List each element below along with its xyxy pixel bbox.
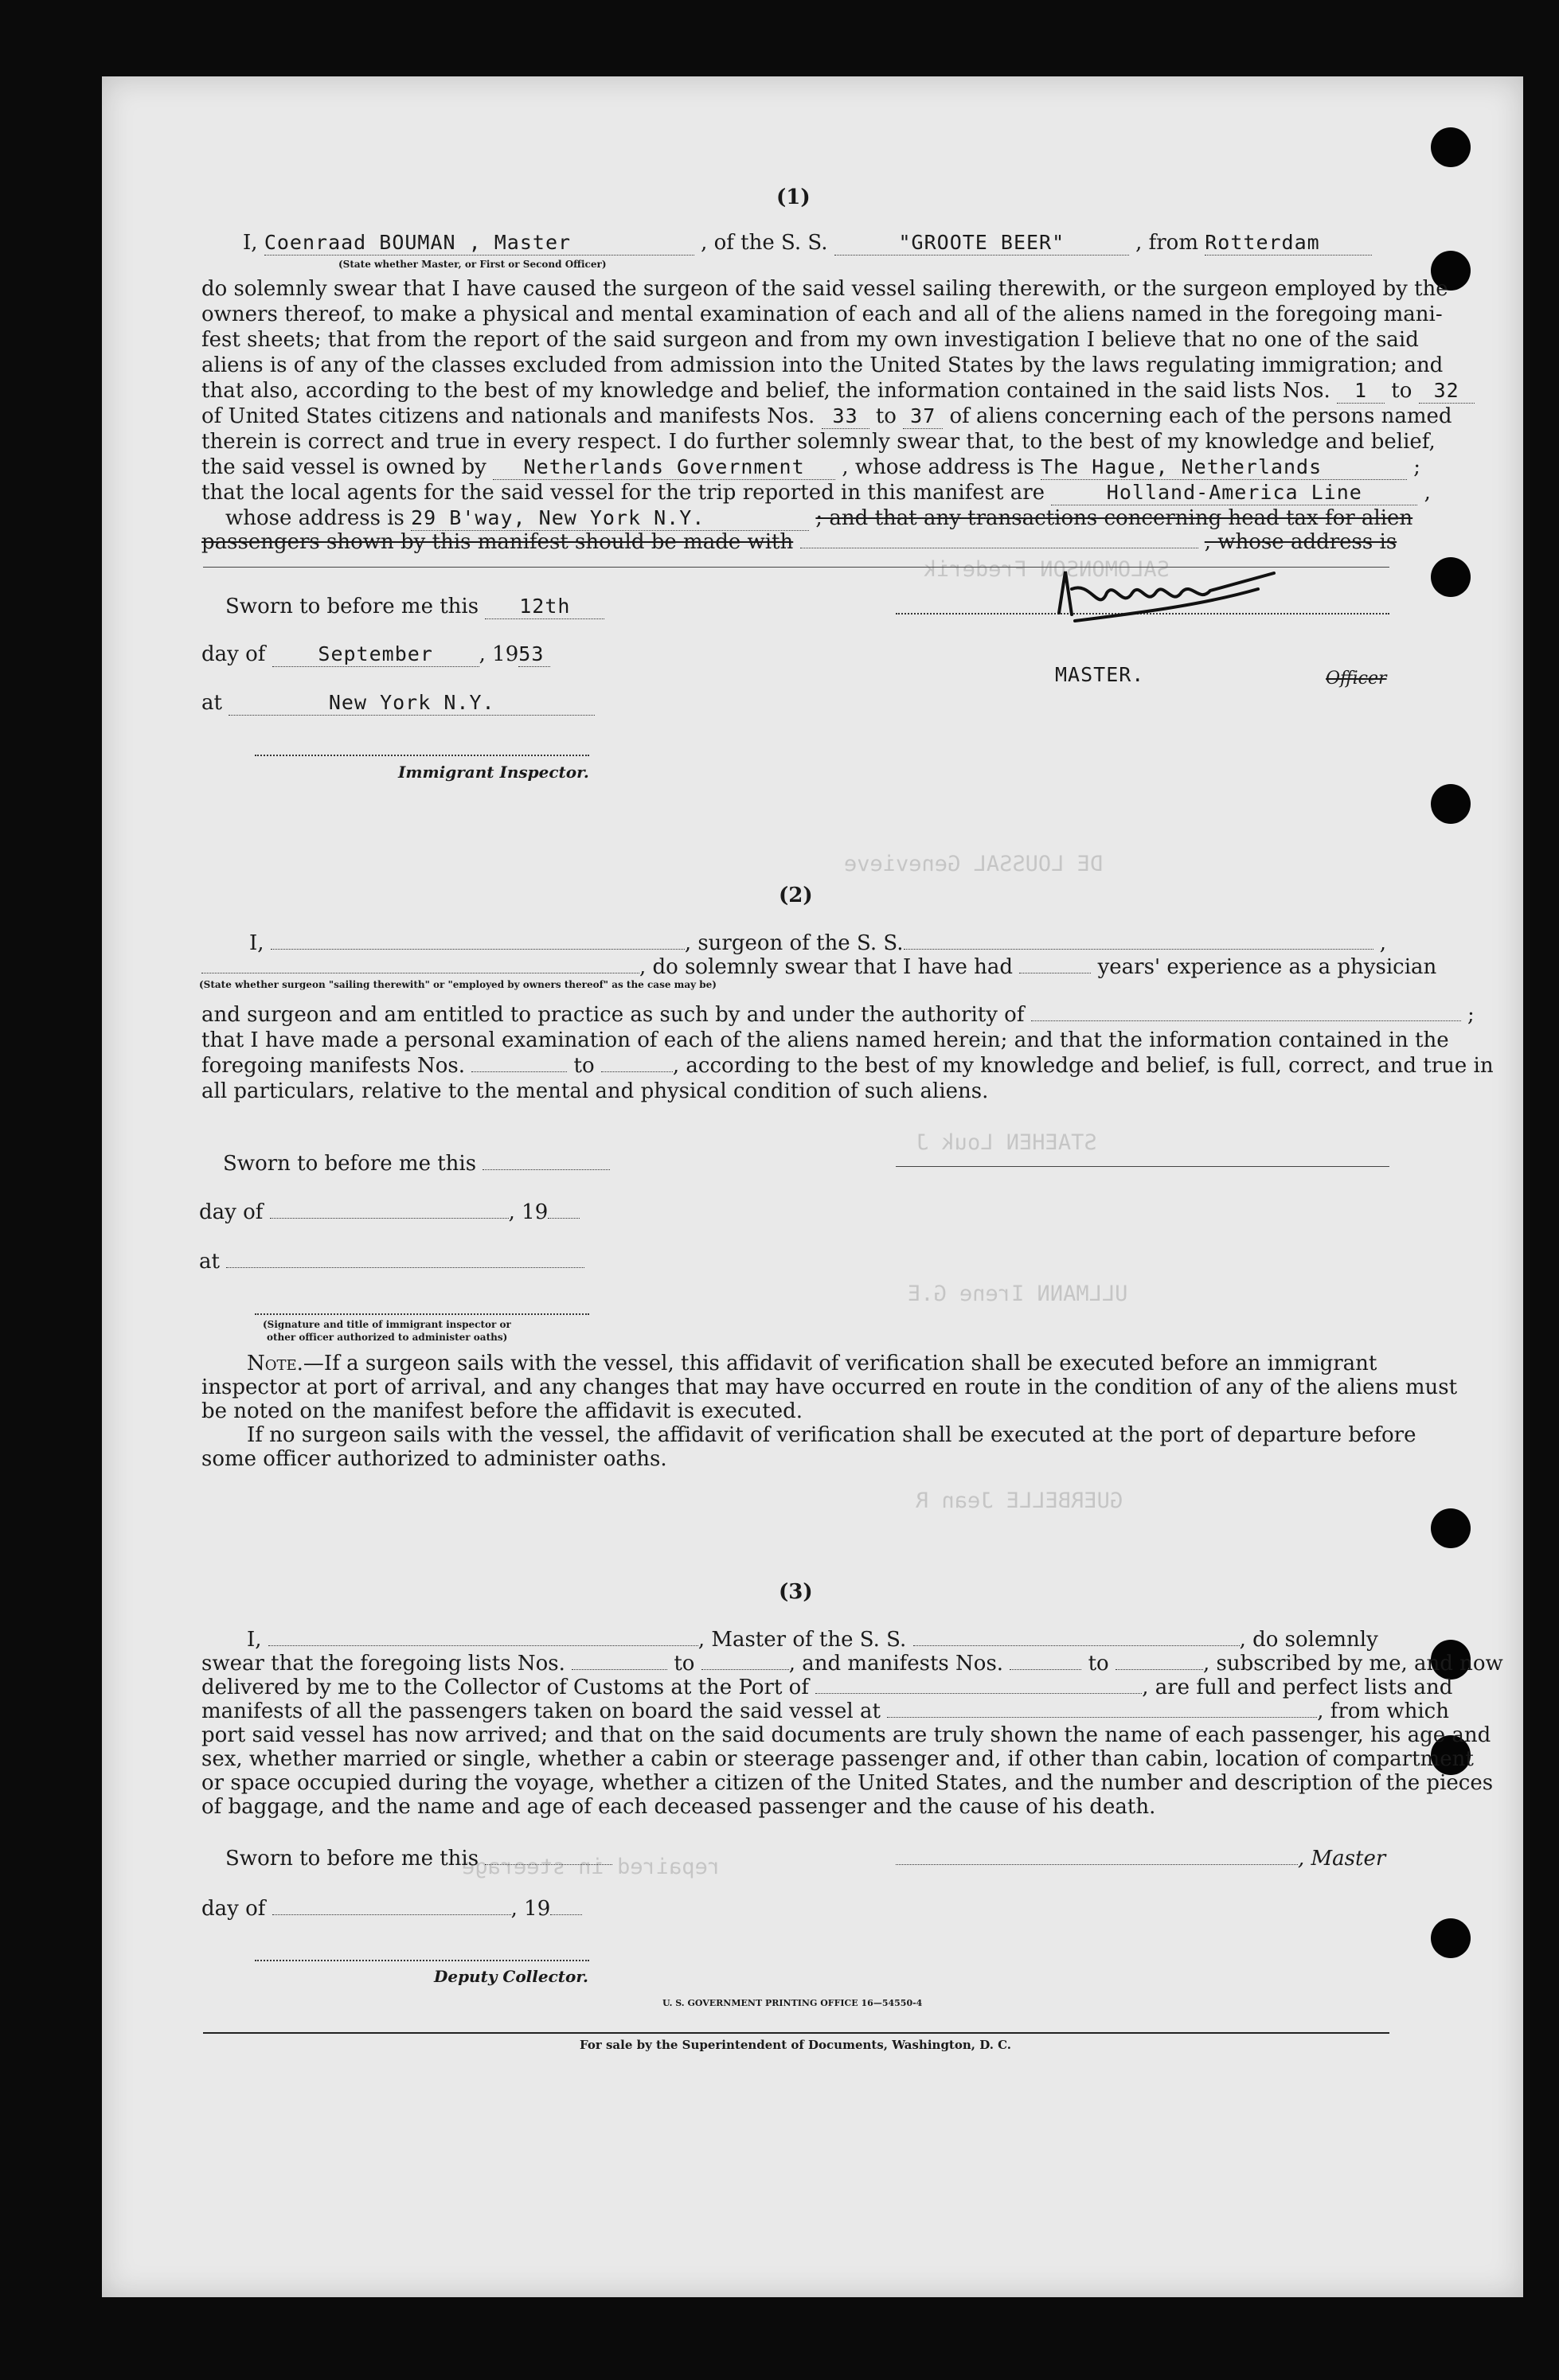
oath-line-lists: that also, according to the best of my knowledge and belief, the information contained in the said lists Nos. 1 to 32	[201, 379, 1475, 404]
surgeon-sworn-at-line: at	[199, 1250, 584, 1274]
note-line-1: Note.—If a surgeon sails with the vessel, this affidavit of verification shall be executed before an immigrant	[247, 1352, 1377, 1375]
punch-hole	[1431, 557, 1471, 597]
section-1-number: (1)	[776, 185, 811, 209]
surgeon-signature-line	[896, 1166, 1389, 1167]
note-line-2: inspector at port of arrival, and any changes that may have occurred en route in the condition of any of the aliens must	[201, 1375, 1458, 1399]
oath-line-agents-address: whose address is 29 B'way, New York N.Y. ; and that any transactions concerning head tax for alien	[225, 506, 1413, 530]
i-label: I,	[243, 231, 258, 255]
sworn-place: New York N.Y.	[229, 691, 595, 716]
bleed-through-text: DE LOUSSAL Genevieve	[844, 852, 1104, 876]
port-from: Rotterdam	[1205, 231, 1372, 256]
bleed-through-text: SALOMONSON Frederik	[924, 557, 1170, 582]
officer-struck: Officer	[1326, 669, 1387, 689]
master-signature	[1043, 557, 1282, 629]
bleed-through-text: ULLMANN Irene G.E	[908, 1282, 1128, 1306]
local-agents: Holland-America Line	[1051, 481, 1417, 505]
master-note: (State whether Master, or First or Second Officer)	[338, 259, 607, 270]
section-1-header-line	[243, 231, 1372, 256]
surgeon-line-5: foregoing manifests Nos. to , according to the best of my knowledge and belief, is full, correct, and true in	[201, 1054, 1494, 1078]
for-sale-line: For sale by the Superintendent of Documents, Washington, D. C.	[580, 2038, 1012, 2052]
surgeon-line-1: I, , surgeon of the S. S. ,	[249, 931, 1387, 955]
punch-hole	[1431, 1918, 1471, 1958]
punch-hole	[1431, 784, 1471, 824]
surgeon-sworn-day-line: day of , 19	[199, 1200, 580, 1224]
sworn-day: 12th	[485, 595, 604, 619]
inspector-label: Immigrant Inspector.	[398, 763, 589, 782]
vessel-owner: Netherlands Government	[493, 455, 835, 480]
from-label: , from	[1135, 231, 1198, 255]
surgeon-inspector-line	[255, 1313, 589, 1315]
note-label: Note.	[247, 1352, 303, 1375]
lists-from: 1	[1337, 379, 1385, 404]
collector-line-8: of baggage, and the name and age of each deceased passenger and the cause of his death.	[201, 1795, 1156, 1819]
note-line-3: be noted on the manifest before the affidavit is executed.	[201, 1399, 803, 1423]
of-ss-label: , of the S. S.	[701, 231, 828, 255]
oath-line: owners thereof, to make a physical and mental examination of each and all of the aliens named in the foregoing mani-	[201, 302, 1443, 326]
manifests-to: 37	[903, 404, 943, 429]
deputy-signature-line	[255, 1960, 589, 1961]
surgeon-line-2: , do solemnly swear that I have had years' experience as a physician	[201, 955, 1436, 979]
collector-sworn-line: Sworn to before me this	[225, 1847, 612, 1871]
oath-line-agents: that the local agents for the said vessel for the trip reported in this manifest are Holland-America Line ,	[201, 481, 1431, 505]
collector-line-4: manifests of all the passengers taken on board the said vessel at , from which	[201, 1699, 1449, 1723]
collector-line-7: or space occupied during the voyage, whether a citizen of the United States, and the number and description of the pieces	[201, 1771, 1494, 1795]
surgeon-line-6: all particulars, relative to the mental and physical condition of such aliens.	[201, 1079, 989, 1103]
punch-hole	[1431, 1508, 1471, 1548]
gpo-line: U. S. GOVERNMENT PRINTING OFFICE 16—54550-4	[662, 1998, 923, 2008]
collector-master-line	[896, 1847, 1385, 1871]
bleed-through-text: STAEHEN Louk J	[916, 1130, 1097, 1155]
sworn-place-line: at New York N.Y.	[201, 691, 595, 716]
sig-note-2: other officer authorized to administer oaths)	[267, 1332, 508, 1343]
oath-line-head-tax: passengers shown by this manifest should be made with , whose address is	[201, 530, 1397, 554]
sig-note-1: (Signature and title of immigrant inspector or	[263, 1319, 511, 1330]
ship-name: "GROOTE BEER"	[834, 231, 1129, 256]
section-3-number: (3)	[779, 1580, 813, 1604]
surgeon-line-3: and surgeon and am entitled to practice as such by and under the authority of ;	[201, 1003, 1475, 1027]
collector-line-6: sex, whether married or single, whether a cabin or steerage passenger and, if other than cabin, location of compartment	[201, 1747, 1474, 1771]
surgeon-sworn-line: Sworn to before me this	[223, 1152, 610, 1176]
surgeon-note: (State whether surgeon "sailing therewith" or "employed by owners thereof" as the case may be)	[199, 979, 717, 990]
sworn-month-line: day of September , 1953	[201, 642, 550, 667]
oath-line: aliens is of any of the classes excluded from admission into the United States by the laws regulating immigration; and	[201, 353, 1444, 377]
sworn-line: Sworn to before me this 12th	[225, 595, 604, 619]
note2-line-1: If no surgeon sails with the vessel, the affidavit of verification shall be executed at the port of departure before	[247, 1423, 1416, 1447]
section-2-number: (2)	[779, 884, 813, 907]
master-label: , Master	[1298, 1847, 1386, 1871]
oath-line-owner: the said vessel is owned by Netherlands Government , whose address is The Hague, Netherlands ;	[201, 455, 1421, 479]
collector-line-2: swear that the foregoing lists Nos. to , and manifests Nos. to , subscribed by me, and now	[201, 1652, 1503, 1676]
inspector-signature-line	[255, 755, 589, 756]
note2-line-2: some officer authorized to administer oaths.	[201, 1447, 667, 1471]
bleed-through-text: GUERBELLE Jean R	[916, 1488, 1123, 1513]
collector-line-3: delivered by me to the Collector of Customs at the Port of , are full and perfect lists and	[201, 1676, 1453, 1699]
master-title: MASTER.	[1055, 663, 1145, 686]
sworn-month: September	[272, 642, 479, 667]
footer-rule	[203, 2032, 1389, 2034]
oath-line: fest sheets; that from the report of the said surgeon and from my own investigation I believe that no one of the said	[201, 328, 1419, 352]
bleed-through-text: repaired in steerage	[462, 1855, 721, 1879]
sworn-year: 53	[518, 642, 550, 667]
master-name: Coenraad BOUMAN , Master	[264, 231, 694, 256]
collector-line-1: I, , Master of the S. S. , do solemnly	[247, 1628, 1378, 1652]
oath-line-manifests: of United States citizens and nationals and manifests Nos. 33 to 37 of aliens concerning each of the persons named	[201, 404, 1452, 428]
lists-to: 32	[1419, 379, 1475, 404]
oath-line: do solemnly swear that I have caused the surgeon of the said vessel sailing therewith, or the surgeon employed by the	[201, 277, 1448, 301]
manifests-from: 33	[822, 404, 869, 429]
collector-day-line: day of , 19	[201, 1897, 582, 1921]
oath-line: therein is correct and true in every respect. I do further solemnly swear that, to the best of my knowledge and belief,	[201, 430, 1436, 454]
punch-hole	[1431, 127, 1471, 167]
owner-address: The Hague, Netherlands	[1041, 455, 1407, 480]
surgeon-line-4: that I have made a personal examination of each of the aliens named herein; and that the information contained in the	[201, 1028, 1449, 1052]
deputy-label: Deputy Collector.	[434, 1967, 589, 1986]
collector-line-5: port said vessel has now arrived; and that on the said documents are truly shown the name of each passenger, his age and	[201, 1723, 1491, 1747]
agents-address: 29 B'way, New York N.Y.	[411, 506, 809, 531]
